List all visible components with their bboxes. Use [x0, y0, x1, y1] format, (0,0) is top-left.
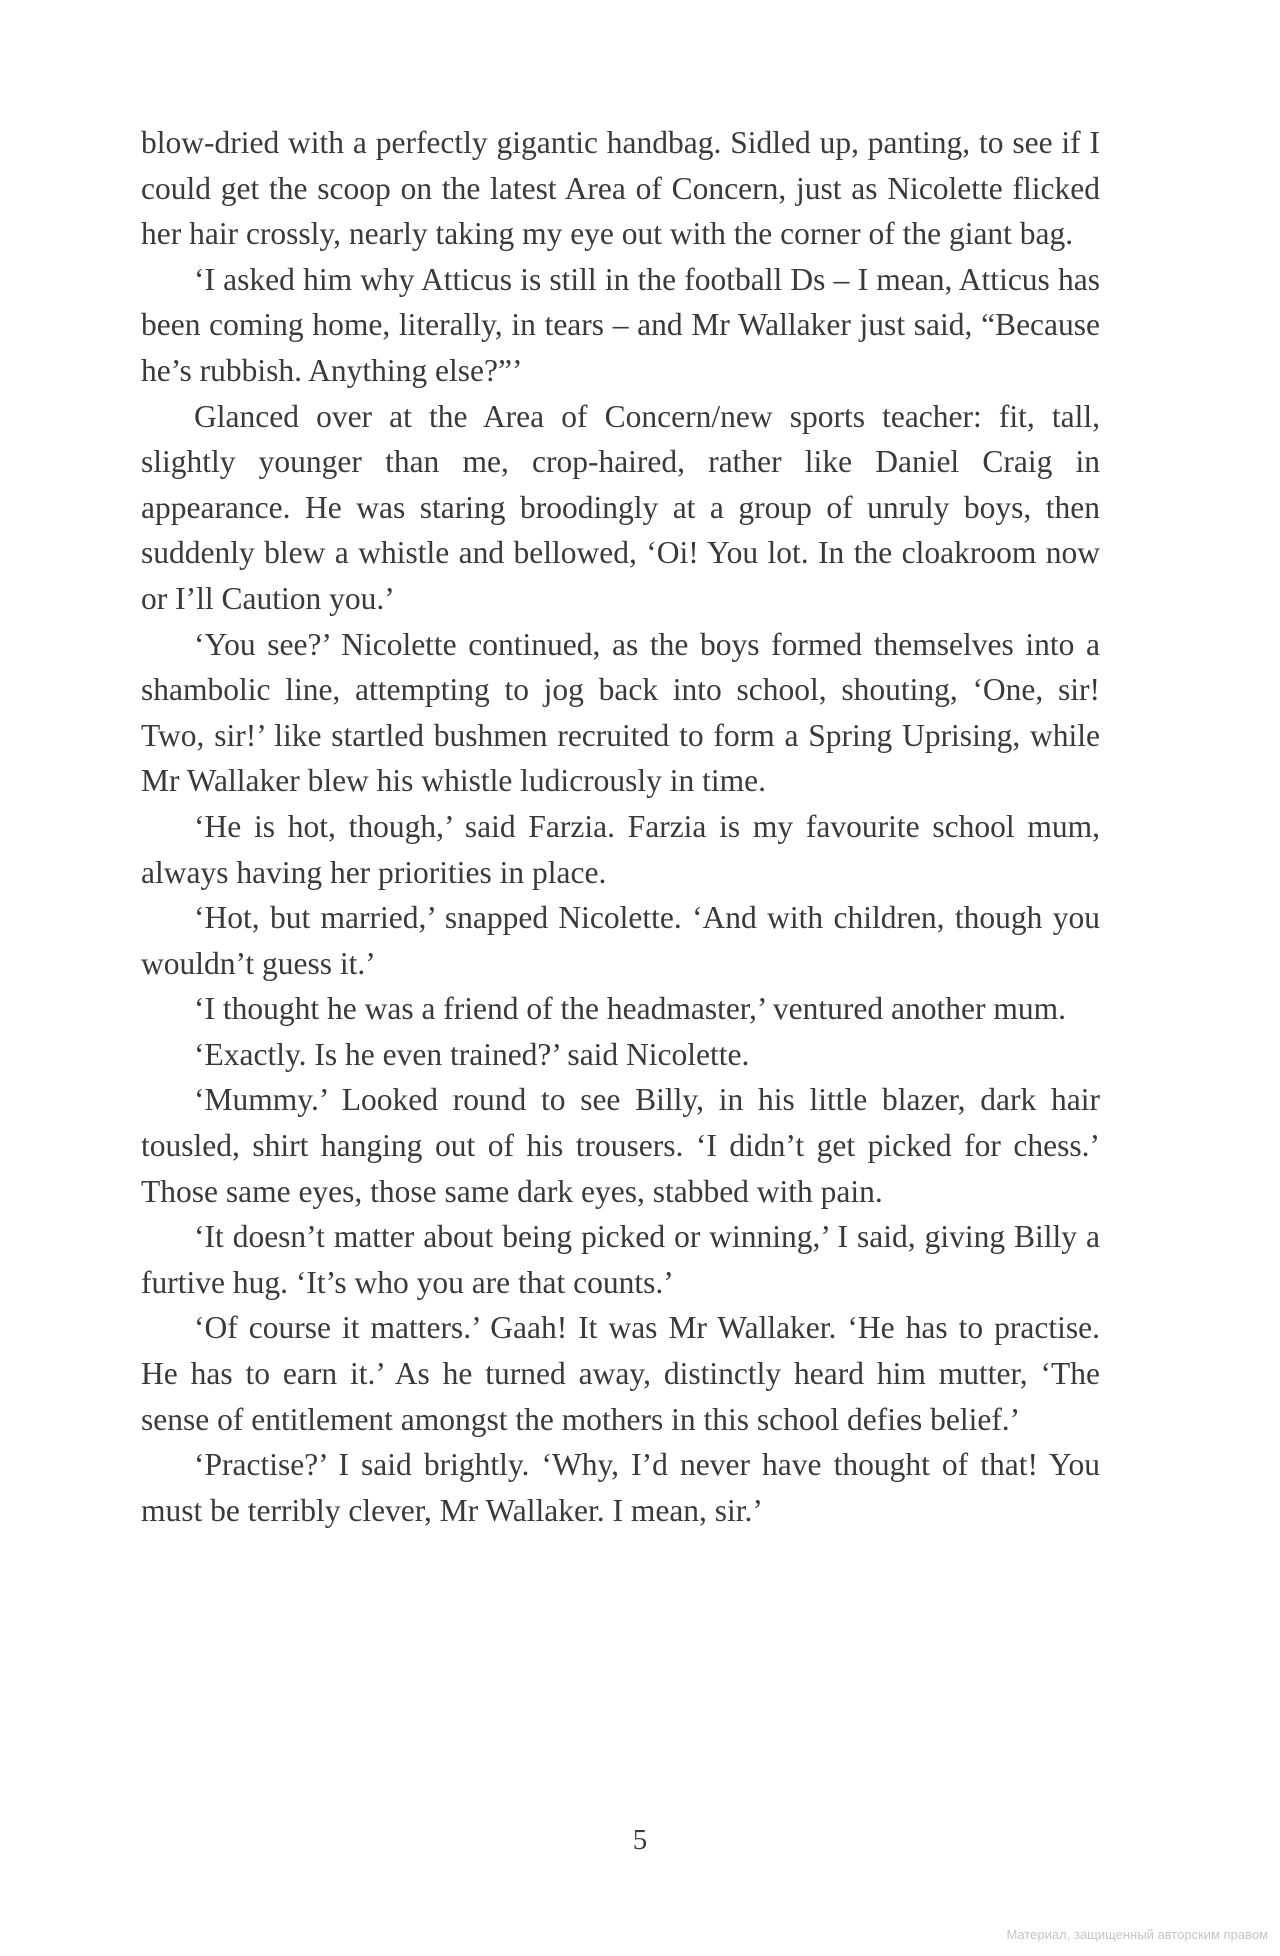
paragraph-3: Glanced over at the Area of Concern/new sports teacher: fit, tall, slightly younger than me, crop-haired, rather like Daniel Craig in appearance. He was staring broodingly at a group of unruly boys, then suddenly blew a whistle and bellowed, ‘Oi! You lot. In the cloakroom now or I’ll Caution you.’	[141, 398, 1100, 616]
paragraph-6: ‘Hot, but married,’ snapped Nicolette. ‘And with children, though you wouldn’t guess it.’	[141, 900, 1100, 981]
paragraph-11: ‘Of course it matters.’ Gaah! It was Mr Wallaker. ‘He has to practise. He has to earn it.’ As he turned away, distinctly heard him mutter, ‘The sense of entitlement amongst the mothers in this school defies belief.’	[141, 1310, 1100, 1437]
paragraph-12: ‘Practise?’ I said brightly. ‘Why, I’d never have thought of that! You must be terribly clever, Mr Wallaker. I mean, sir.’	[141, 1447, 1100, 1528]
copyright-watermark: Материал, защищенный авторским правом	[1006, 1927, 1268, 1942]
paragraph-2: ‘I asked him why Atticus is still in the football Ds – I mean, Atticus has been coming home, literally, in tears – and Mr Wallaker just said, “Because he’s rubbish. Anything else?”’	[141, 261, 1100, 388]
page-number: 5	[632, 1824, 648, 1856]
paragraph-4: ‘You see?’ Nicolette continued, as the boys formed themselves into a shambolic line, attempting to jog back into school, shouting, ‘One, sir! Two, sir!’ like startled bushmen recruited to form a Spring Uprising, while Mr Wallaker blew his whistle ludicrously in time.	[141, 626, 1100, 799]
paragraph-8: ‘Exactly. Is he even trained?’ said Nicolette.	[194, 1036, 750, 1072]
paragraph-10: ‘It doesn’t matter about being picked or winning,’ I said, giving Billy a furtive hug. ‘It’s who you are that counts.’	[141, 1219, 1100, 1300]
paragraph-7: ‘I thought he was a friend of the headmaster,’ ventured another mum.	[194, 991, 1066, 1027]
paragraph-5: ‘He is hot, though,’ said Farzia. Farzia is my favourite school mum, always having her priorities in place.	[141, 808, 1100, 890]
book-page-body	[141, 120, 1100, 1533]
paragraph-1: blow-dried with a perfectly gigantic handbag. Sidled up, panting, to see if I could get the scoop on the latest Area of Concern, just as Nicolette flicked her hair crossly, nearly taking my eye out with the corner of the giant bag.	[141, 125, 1100, 252]
paragraph-9: ‘Mummy.’ Looked round to see Billy, in his little blazer, dark hair tousled, shirt hanging out of his trousers. ‘I didn’t get picked for chess.’ Those same eyes, those same dark eyes, stabbed with pain.	[141, 1082, 1100, 1209]
